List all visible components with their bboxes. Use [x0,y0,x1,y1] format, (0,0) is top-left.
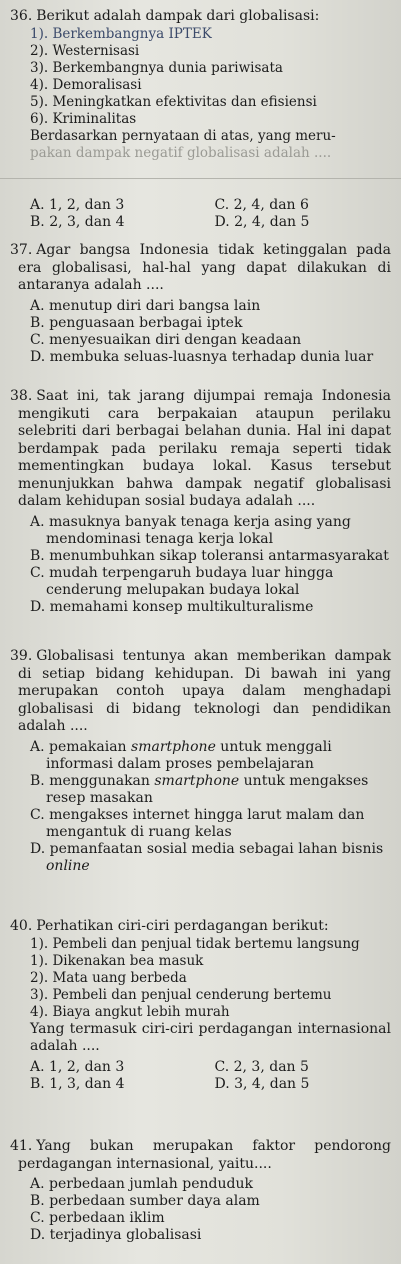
section-divider [0,178,401,179]
question-38-stem [10,388,391,511]
question-stem-text: Agar bangsa Indonesia tidak ketinggalan pada era globalisasi, hal-hal yang dapat dilakukan di antaranya adalah .... [18,242,391,293]
question-number: 36. [10,8,33,24]
option-a[interactable]: A. menutup diri dari bangsa lain [30,297,261,314]
question-number: 37. [10,242,33,258]
question-prompt-faded: pakan dampak negatif globalisasi adalah .... [30,144,332,161]
question-number: 40. [10,918,33,934]
question-stem-text: Saat ini, tak jarang dijumpai remaja Indonesia mengikuti cara berpakaian ataupun perilaku selebriti dari berbagai belahan dunia. Hal ini dapat berdampak pada perilaku remaja seperti tidak mementingkan budaya lokal. Kasus tersebut menunjukkan bahwa dampak negatif globalisasi dalam kehidupan sosial budaya adalah .... [18,388,391,509]
option-text: B. menggunakan [30,772,155,789]
list-item: 2). Westernisasi [30,42,140,59]
option-italic-text: smartphone [154,772,240,789]
option-b[interactable]: B. perbedaan sumber daya alam [30,1193,260,1209]
question-prompt: Berdasarkan pernyataan di atas, yang meru- [30,127,336,144]
option-d[interactable] [30,841,389,875]
list-item: 5). Meningkatkan efektivitas dan efisiensi [30,93,317,110]
option-d[interactable]: D. memahami konsep multikulturalisme [30,598,314,615]
option-text: A. pemakaian [30,738,132,755]
question-prompt: Yang termasuk ciri-ciri perdagangan internasional adalah .... [30,1020,391,1054]
list-item: 1). Pembeli dan penjual tidak bertemu langsung [30,935,360,952]
option-c[interactable]: C. mudah terpengaruh budaya luar hingga cenderung melupakan budaya lokal [30,564,334,598]
question-41-stem [10,1138,391,1173]
option-c[interactable]: C. 2, 4, dan 6 [214,197,309,213]
option-c[interactable]: C. mengakses internet hingga larut malam dan mengantuk di ruang kelas [30,806,365,840]
list-item: 4). Biaya angkut lebih murah [30,1003,230,1020]
question-41 [0,1138,401,1244]
question-40 [0,918,401,1093]
statement-list [30,936,391,1021]
option-d[interactable]: D. 3, 4, dan 5 [214,1075,310,1092]
question-38 [0,388,401,616]
option-italic-text: smartphone [131,738,216,755]
list-item: 6). Kriminalitas [30,110,137,127]
list-item: 1). Dikenakan bea masuk [30,952,204,969]
list-item: 3). Pembeli dan penjual cenderung bertemu [30,986,332,1003]
question-stem-text: Perhatikan ciri-ciri perdagangan berikut: [36,918,329,934]
option-d[interactable]: D. terjadinya globalisasi [30,1227,202,1243]
question-40-stem [10,918,391,936]
option-text: untuk menggali informasi dalam proses pembelajaran [46,738,332,772]
answer-options [30,197,389,231]
question-39-stem [10,648,391,736]
list-item: 2). Mata uang berbeda [30,969,187,986]
answer-options [30,298,389,366]
option-b[interactable]: B. 2, 3, dan 4 [30,214,125,230]
question-stem-text: Globalisasi tentunya akan memberikan dampak di setiap bidang kehidupan. Di bawah ini yang merupakan contoh upaya dalam menghadapi globalisasi di bidang teknologi dan pendidikan adalah .... [18,648,391,734]
option-b[interactable]: B. 1, 3, dan 4 [30,1075,125,1092]
option-a[interactable]: A. 1, 2, dan 3 [30,1058,125,1075]
question-37-stem [10,242,391,295]
option-c[interactable]: C. perbedaan iklim [30,1210,165,1226]
option-b[interactable]: B. menumbuhkan sikap toleransi antarmasyarakat [30,547,389,564]
option-b[interactable] [30,773,389,807]
question-36-stem [10,8,391,26]
question-37 [0,242,401,366]
list-item: 1). Berkembangnya IPTEK [30,25,212,42]
question-number: 39. [10,648,33,664]
option-c[interactable]: C. 2, 3, dan 5 [214,1058,309,1075]
list-item: 4). Demoralisasi [30,76,142,93]
option-b[interactable]: B. penguasaan berbagai iptek [30,314,243,331]
question-stem-text: Yang bukan merupakan faktor pendorong perdagangan internasional, yaitu.... [18,1138,391,1172]
answer-options [30,1059,389,1093]
statement-list [30,26,391,162]
option-a[interactable]: A. perbedaan jumlah penduduk [30,1176,253,1192]
question-36-options [0,194,401,231]
answer-options [30,739,389,875]
question-36 [0,8,401,162]
question-number: 38. [10,388,33,404]
answer-options [30,514,389,616]
question-39 [0,648,401,875]
option-d[interactable]: D. 2, 4, dan 5 [214,214,310,230]
option-text: D. pemanfaatan sosial media sebagai lahan bisnis [30,840,384,857]
question-number: 41. [10,1138,33,1154]
option-a[interactable] [30,739,389,773]
option-c[interactable]: C. menyesuaikan diri dengan keadaan [30,331,302,348]
option-text: untuk mengakses resep masakan [46,772,369,806]
list-item: 3). Berkembangnya dunia pariwisata [30,59,283,76]
option-a[interactable]: A. 1, 2, dan 3 [30,197,125,213]
option-italic-text: online [46,857,90,874]
question-stem-text: Berikut adalah dampak dari globalisasi: [36,8,320,24]
option-d[interactable]: D. membuka seluas-luasnya terhadap dunia luar [30,348,374,365]
answer-options [30,1176,389,1244]
option-a[interactable]: A. masuknya banyak tenaga kerja asing yang mendominasi tenaga kerja lokal [30,513,351,547]
